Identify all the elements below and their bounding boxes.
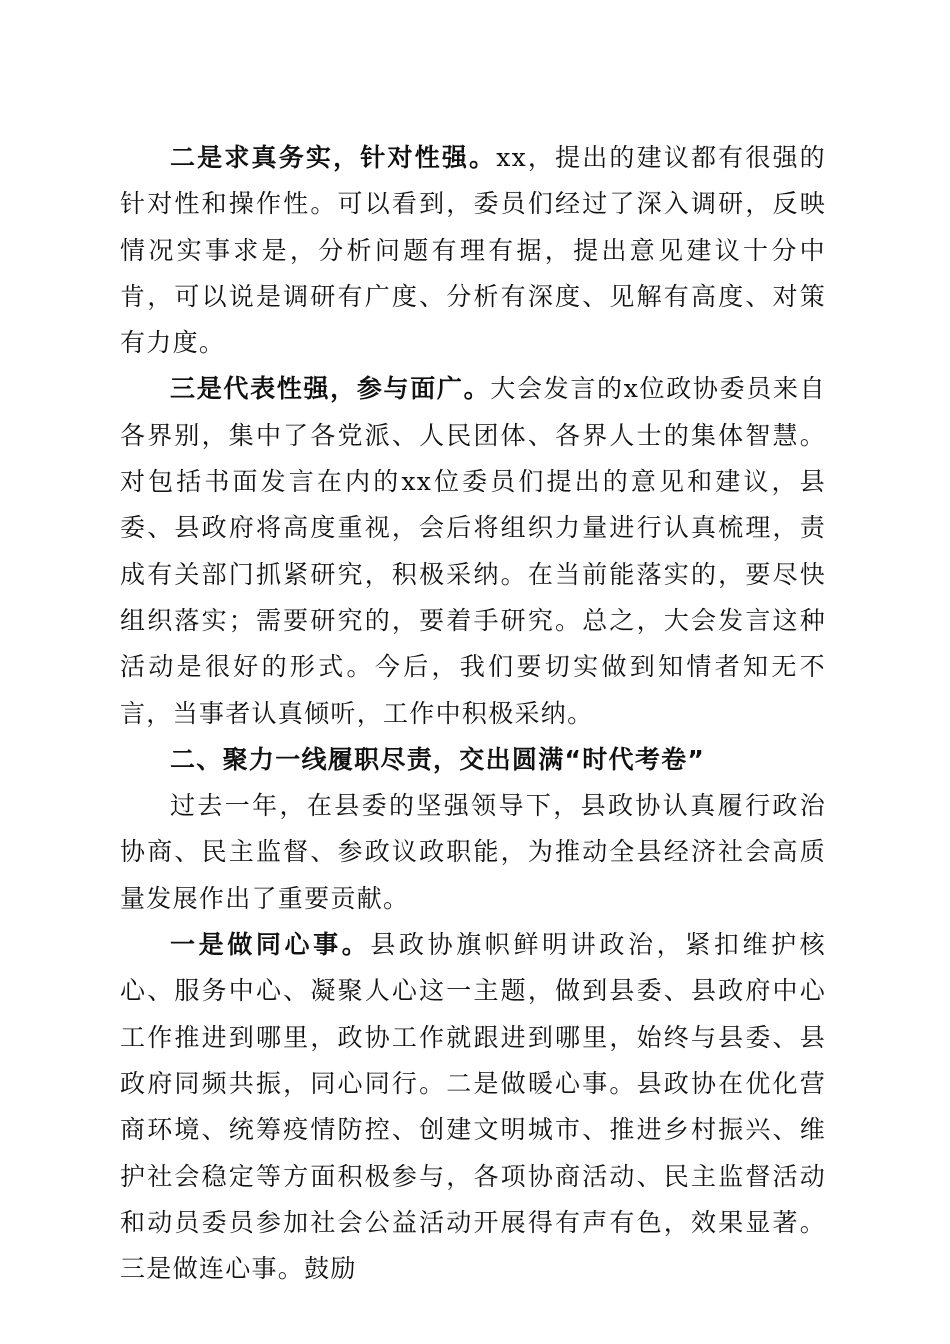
paragraph-text: xx，提出的建议都有很强的针对性和操作性。可以看到，委员们经过了深入调研，反映情况实事求是，分析问题有理有据，提出意见建议十分中肯，可以说是调研有广度、分析有深度、见解有高度、对策有力度。 <box>120 143 826 358</box>
paragraph-lead: 一是做同心事。 <box>170 930 371 960</box>
paragraph-text: 过去一年，在县委的坚强领导下，县政协认真履行政治协商、民主监督、参政议政职能，为推动全县经济社会高质量发展作出了重要贡献。 <box>120 791 826 913</box>
document-body <box>120 135 826 1292</box>
paragraph-intro <box>120 783 826 922</box>
paragraph-point-one <box>120 922 826 1292</box>
paragraph-text: 县政协旗帜鲜明讲政治，紧扣维护核心、服务中心、凝聚人心这一主题，做到县委、县政府中心工作推进到哪里，政协工作就跟进到哪里，始终与县委、县政府同频共振，同心同行。二是做暖心事。县政协在优化营商环境、统筹疫情防控、创建文明城市、推进乡村振兴、维护社会稳定等方面积极参与，各项协商活动、民主监督活动和动员委员参加社会公益活动开展得有声有色，效果显著。三是做连心事。鼓励 <box>120 930 826 1284</box>
paragraph-lead: 三是代表性强，参与面广。 <box>170 374 491 404</box>
paragraph-point-two <box>120 135 826 366</box>
paragraph-lead: 二是求真务实，针对性强。 <box>170 143 497 172</box>
paragraph-point-three <box>120 366 826 736</box>
paragraph-text: 大会发言的x位政协委员来自各界别，集中了各党派、人民团体、各界人士的集体智慧。对包括书面发言在内的xx位委员们提出的意见和建议，县委、县政府将高度重视，会后将组织力量进行认真梳理，责成有关部门抓紧研究，积极采纳。在当前能落实的，要尽快组织落实；需要研究的，要着手研究。总之，大会发言这种活动是很好的形式。今后，我们要切实做到知情者知无不言，当事者认真倾听，工作中积极采纳。 <box>120 374 826 728</box>
section-heading: 二、聚力一线履职尽责，交出圆满“时代考卷” <box>170 744 706 774</box>
